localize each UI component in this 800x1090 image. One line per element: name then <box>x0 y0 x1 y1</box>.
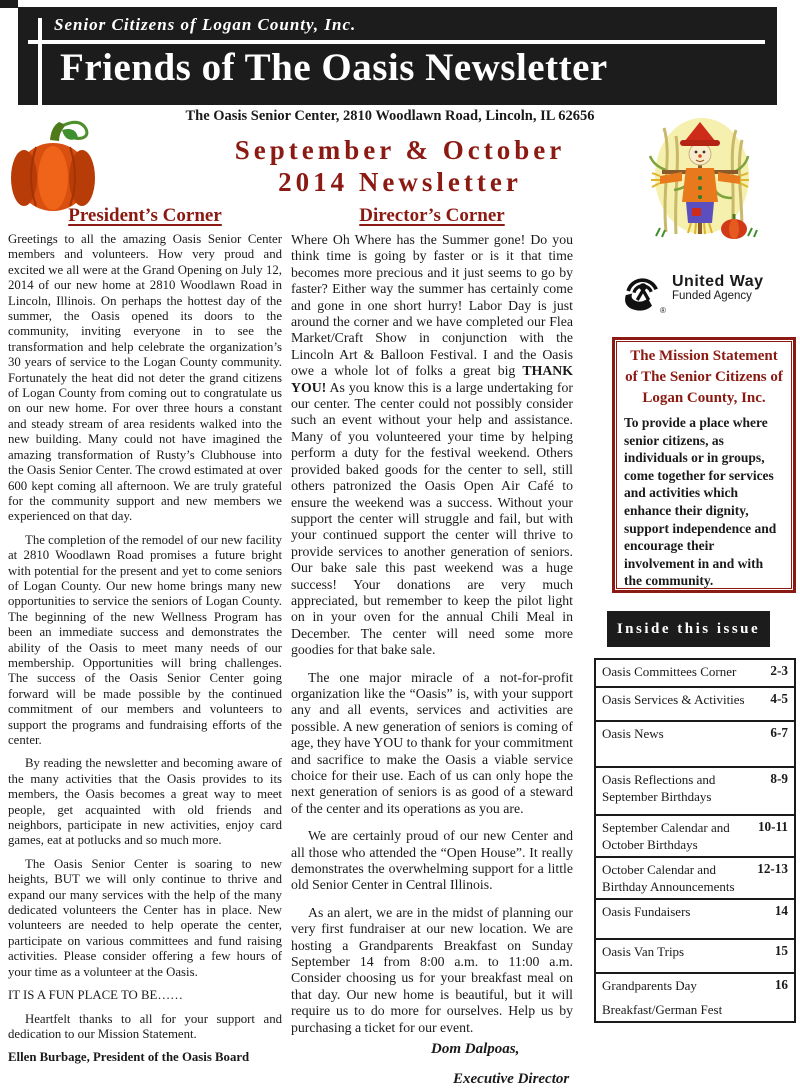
paragraph: Greetings to all the amazing Oasis Senior Center members and volunteers. How very proud and excited we all were at the Grand Opening on July 12, 2014 of our new home at 2810 Woodlawn Road in Lincoln, Illinois. On perhaps the hottest day of the summer, the Oasis opened its doors to the community, inviting everyone in to see the transformation and help celebrate the organization’s 30 years of service to the Logan County community. Fortunately the heat did not deter the grand citizens of Logan County from coming out to congratulate us on our new home. For over three hours a constant and steady stream of area residents walked into the new building. Many could not have imagined the amazing transformation of Rusty’s Clubhouse into the Oasis Senior Center. The crowd estimated at over 600 kept coming all afternoon. We are truly grateful for the community support and new members we experienced on that day. <box>8 232 282 524</box>
toc-table <box>594 658 796 1023</box>
toc-item-title: Oasis Fundaisers <box>602 904 691 919</box>
directors-signature-name: Dom Dalpoas, <box>431 1041 520 1057</box>
toc-item-title: October Calendar and Birthday Announcements <box>602 862 735 894</box>
thank-you-emphasis: THANK YOU! <box>291 363 573 395</box>
toc-row <box>594 720 796 768</box>
toc-row <box>594 766 796 816</box>
paragraph-text: Where Oh Where has the Summer gone! Do you think time is going by faster or is it that time becomes more precious and it just seems to go by faster? Either way the summer has certainly come and gone in one short hurry! Labor Day is just around the corner and we have completed our Flea Market/Craft Show in conjunction with the Lincoln Art & Balloon Festival. I and the Oasis owe a whole lot of folks a great big <box>291 232 573 379</box>
mission-statement-box <box>612 337 796 593</box>
address-line: The Oasis Senior Center, 2810 Woodlawn Road, Lincoln, IL 62656 <box>185 108 595 124</box>
toc-item-title: September Calendar and October Birthdays <box>602 820 730 852</box>
toc-item-pages: 8-9 <box>770 771 788 786</box>
paragraph: Heartfelt thanks to all for your support and dedication to our Mission Statement. <box>8 1011 282 1041</box>
presidents-corner-heading: President’s Corner <box>68 205 222 226</box>
masthead-banner <box>18 7 777 105</box>
toc-item-title: Oasis Van Trips <box>602 944 685 959</box>
directors-corner-heading: Director’s Corner <box>359 205 505 226</box>
directors-corner-section <box>291 205 573 1090</box>
pants-patch <box>692 208 701 216</box>
banner-vertical-rule <box>38 18 42 105</box>
banner-horizontal-rule <box>28 40 765 44</box>
paragraph: By reading the newsletter and becoming aware of the many activities that the Oasis provides to its members, the Oasis becomes a great way to meet people, get acquainted with old friends and neighbors, participate in new activities, enjoy card games, eat at potlucks and so much more. <box>8 756 282 848</box>
toc-row <box>594 938 796 974</box>
paragraph: The Oasis Senior Center is soaring to new heights, BUT we will only continue to thrive and expand our many services with the help of the many dedicated volunteers the Center has in place. New volunteers are needed to help operate the center, participate on various committees and fund raising activities. Please consider offering a few hours of your time as a volunteer at the Oasis. <box>8 856 282 979</box>
issue-title-line2: 2014 Newsletter <box>278 167 522 197</box>
toc-row <box>594 658 796 688</box>
issue-title <box>0 134 800 198</box>
toc-item-subtitle: Breakfast/German Fest <box>602 1002 723 1017</box>
mission-body: To provide a place where senior citizens, as individuals or in groups, come together for services and activities which enhance their dignity, support independence and encourage their involvement in and with the community. <box>624 415 777 589</box>
united-way-tagline: Funded Agency <box>672 290 752 302</box>
united-way-name: United Way <box>672 273 764 290</box>
fun-place-line: IT IS A FUN PLACE TO BE…… <box>8 988 183 1003</box>
toc-item-pages: 12-13 <box>757 861 788 876</box>
paragraph: As an alert, we are in the midst of planning our very first fundraiser at our new location. We are hosting a Grandparents Breakfast on Sunday September 14 from 8:00 a.m. to 11:00 a.m. Consider choosing us for your breakfast meal on that day. Our new home is beautiful, but it will require us to do more for ourselves. Help us by purchasing a ticket for our event. <box>291 904 573 1035</box>
newsletter-title: Friends of The Oasis Newsletter <box>60 46 608 89</box>
toc-item-pages: 4-5 <box>770 691 788 706</box>
toc-row <box>594 898 796 940</box>
paragraph <box>291 232 573 659</box>
presidents-signature: Ellen Burbage, President of the Oasis Board <box>8 1050 250 1065</box>
toc-row <box>594 686 796 722</box>
presidents-corner-section <box>8 205 282 1074</box>
toc-row <box>594 972 796 1023</box>
toc-item-pages: 2-3 <box>770 663 788 678</box>
registered-mark: ® <box>660 306 666 315</box>
paragraph: We are certainly proud of our new Center and all those who attended the “Open House”. It really demonstrates the overwhelming support for a little old Senior Center in Central Illinois. <box>291 828 573 893</box>
corner-block <box>0 0 18 8</box>
toc-item-pages: 10-11 <box>757 819 788 834</box>
toc-item-pages: 15 <box>774 943 788 958</box>
paragraph: The completion of the remodel of our new facility at 2810 Woodlawn Road promises a future bright with potential for the present and yet to come seniors of Logan County. Our new home brings many new opportunities to service the seniors of Logan County. The beginning of the new Wellness Program has been an immediate success and demonstrates the ability of the Oasis to meet many needs of our membership. Opportunities will bring challenges. The success of the Oasis Senior Center going forward will be made possible by the continued commitment of our members and volunteers to support the programs and fundraising efforts of the center. <box>8 532 282 747</box>
issue-title-line1: September & October <box>234 135 566 165</box>
toc-row <box>594 856 796 900</box>
toc-item-title: Oasis News <box>602 726 664 741</box>
toc-item-title: Oasis Services & Activities <box>602 692 745 707</box>
organization-name: Senior Citizens of Logan County, Inc. <box>54 15 357 34</box>
toc-item-title: Oasis Committees Corner <box>602 664 737 679</box>
toc-item-pages: 16 <box>774 977 788 992</box>
united-way-logo <box>620 266 780 316</box>
inside-this-issue-header: Inside this issue <box>607 611 770 647</box>
directors-signature-title: Executive Director <box>453 1071 570 1087</box>
paragraph-text: As you know this is a large undertaking for our center. The center could not possibly consider such an event without your help and assistance. Many of you volunteered your time by helping perform a duty for the festival weekend. Others provided baked goods for the center to sell, still others patronized the Oasis Open Air Café to ensure the weekend was a success. Without your support the center will struggle and fail, but with your continued support the center will thrive to provide services to another generation of seniors. Our bake sale this past weekend was a huge success! Your donations are very much appreciated, but remember to keep the pilot light on in your oven for the annual Chili Meal in December. The center will need some more goodies for that bake sale. <box>291 379 573 658</box>
mission-heading: The Mission Statement of The Senior Citizens of Logan County, Inc. <box>625 348 783 406</box>
toc-item-pages: 6-7 <box>770 725 788 740</box>
toc-item-pages: 14 <box>774 903 788 918</box>
toc-row <box>594 814 796 858</box>
toc-item-title: Oasis Reflections and September Birthdays <box>602 772 716 804</box>
paragraph: The one major miracle of a not-for-profit organization like the “Oasis” is, with your support any and all events, services and activities are possible. A new generation of seniors is coming of age, they have YOU to thank for your commitment and sacrifice to make the Oasis a viable service choice for their use. Each of us can only hope the next generation of seniors is as good of a steward of the center and its operations as you are. <box>291 669 573 816</box>
toc-item-title: Grandparents Day Breakfast/German Fest <box>602 977 771 1018</box>
